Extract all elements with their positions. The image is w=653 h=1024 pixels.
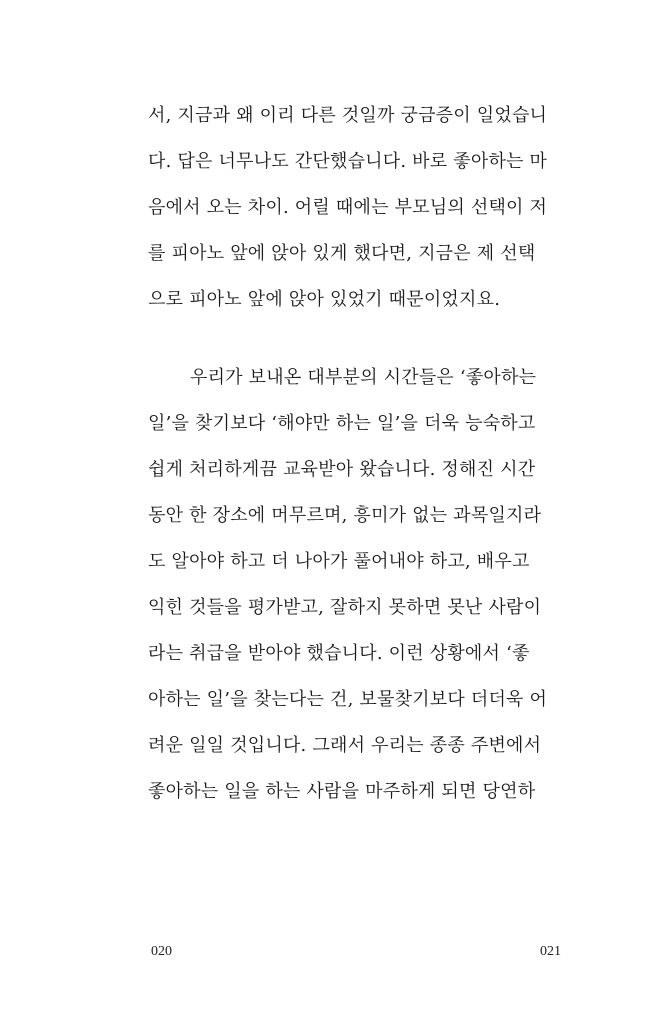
text-line: 서, 지금과 왜 이리 다른 것일까 궁금증이 일었습니 [148,105,548,126]
paragraph-1 [148,93,563,323]
text-line: 음에서 오는 차이. 어릴 때에는 부모님의 선택이 저 [148,197,548,218]
text-line: 쉽게 처리하게끔 교육받아 왔습니다. 정해진 시간 [148,459,536,480]
paragraph-2 [148,355,563,815]
text-line: 일’을 찾기보다 ‘해야만 하는 일’을 더욱 능숙하고 [148,413,536,434]
text-line: 도 알아야 하고 더 나아가 풀어내야 하고, 배우고 [148,551,530,572]
text-line: 라는 취급을 받아야 했습니다. 이런 상황에서 ‘좋 [148,643,530,664]
text-line: 동안 한 장소에 머무르며, 흥미가 없는 과목일지라 [148,505,542,526]
text-line-indented: 우리가 보내온 대부분의 시간들은 ‘좋아하는 [190,367,537,388]
text-line: 익힌 것들을 평가받고, 잘하지 못하면 못난 사람이 [148,597,542,618]
page-number-left: 020 [151,944,172,959]
text-line: 다. 답은 너무나도 간단했습니다. 바로 좋아하는 마 [148,151,548,172]
page-number-right: 021 [540,944,561,959]
text-line: 를 피아노 앞에 앉아 있게 했다면, 지금은 제 선택 [148,243,536,264]
text-line: 좋아하는 일을 하는 사람을 마주하게 되면 당연하 [148,781,536,802]
text-line: 아하는 일’을 찾는다는 건, 보물찾기보다 더더욱 어 [148,689,548,710]
text-line: 으로 피아노 앞에 앉아 있었기 때문이었지요. [148,289,501,310]
text-line: 려운 일일 것입니다. 그래서 우리는 종종 주변에서 [148,735,542,756]
